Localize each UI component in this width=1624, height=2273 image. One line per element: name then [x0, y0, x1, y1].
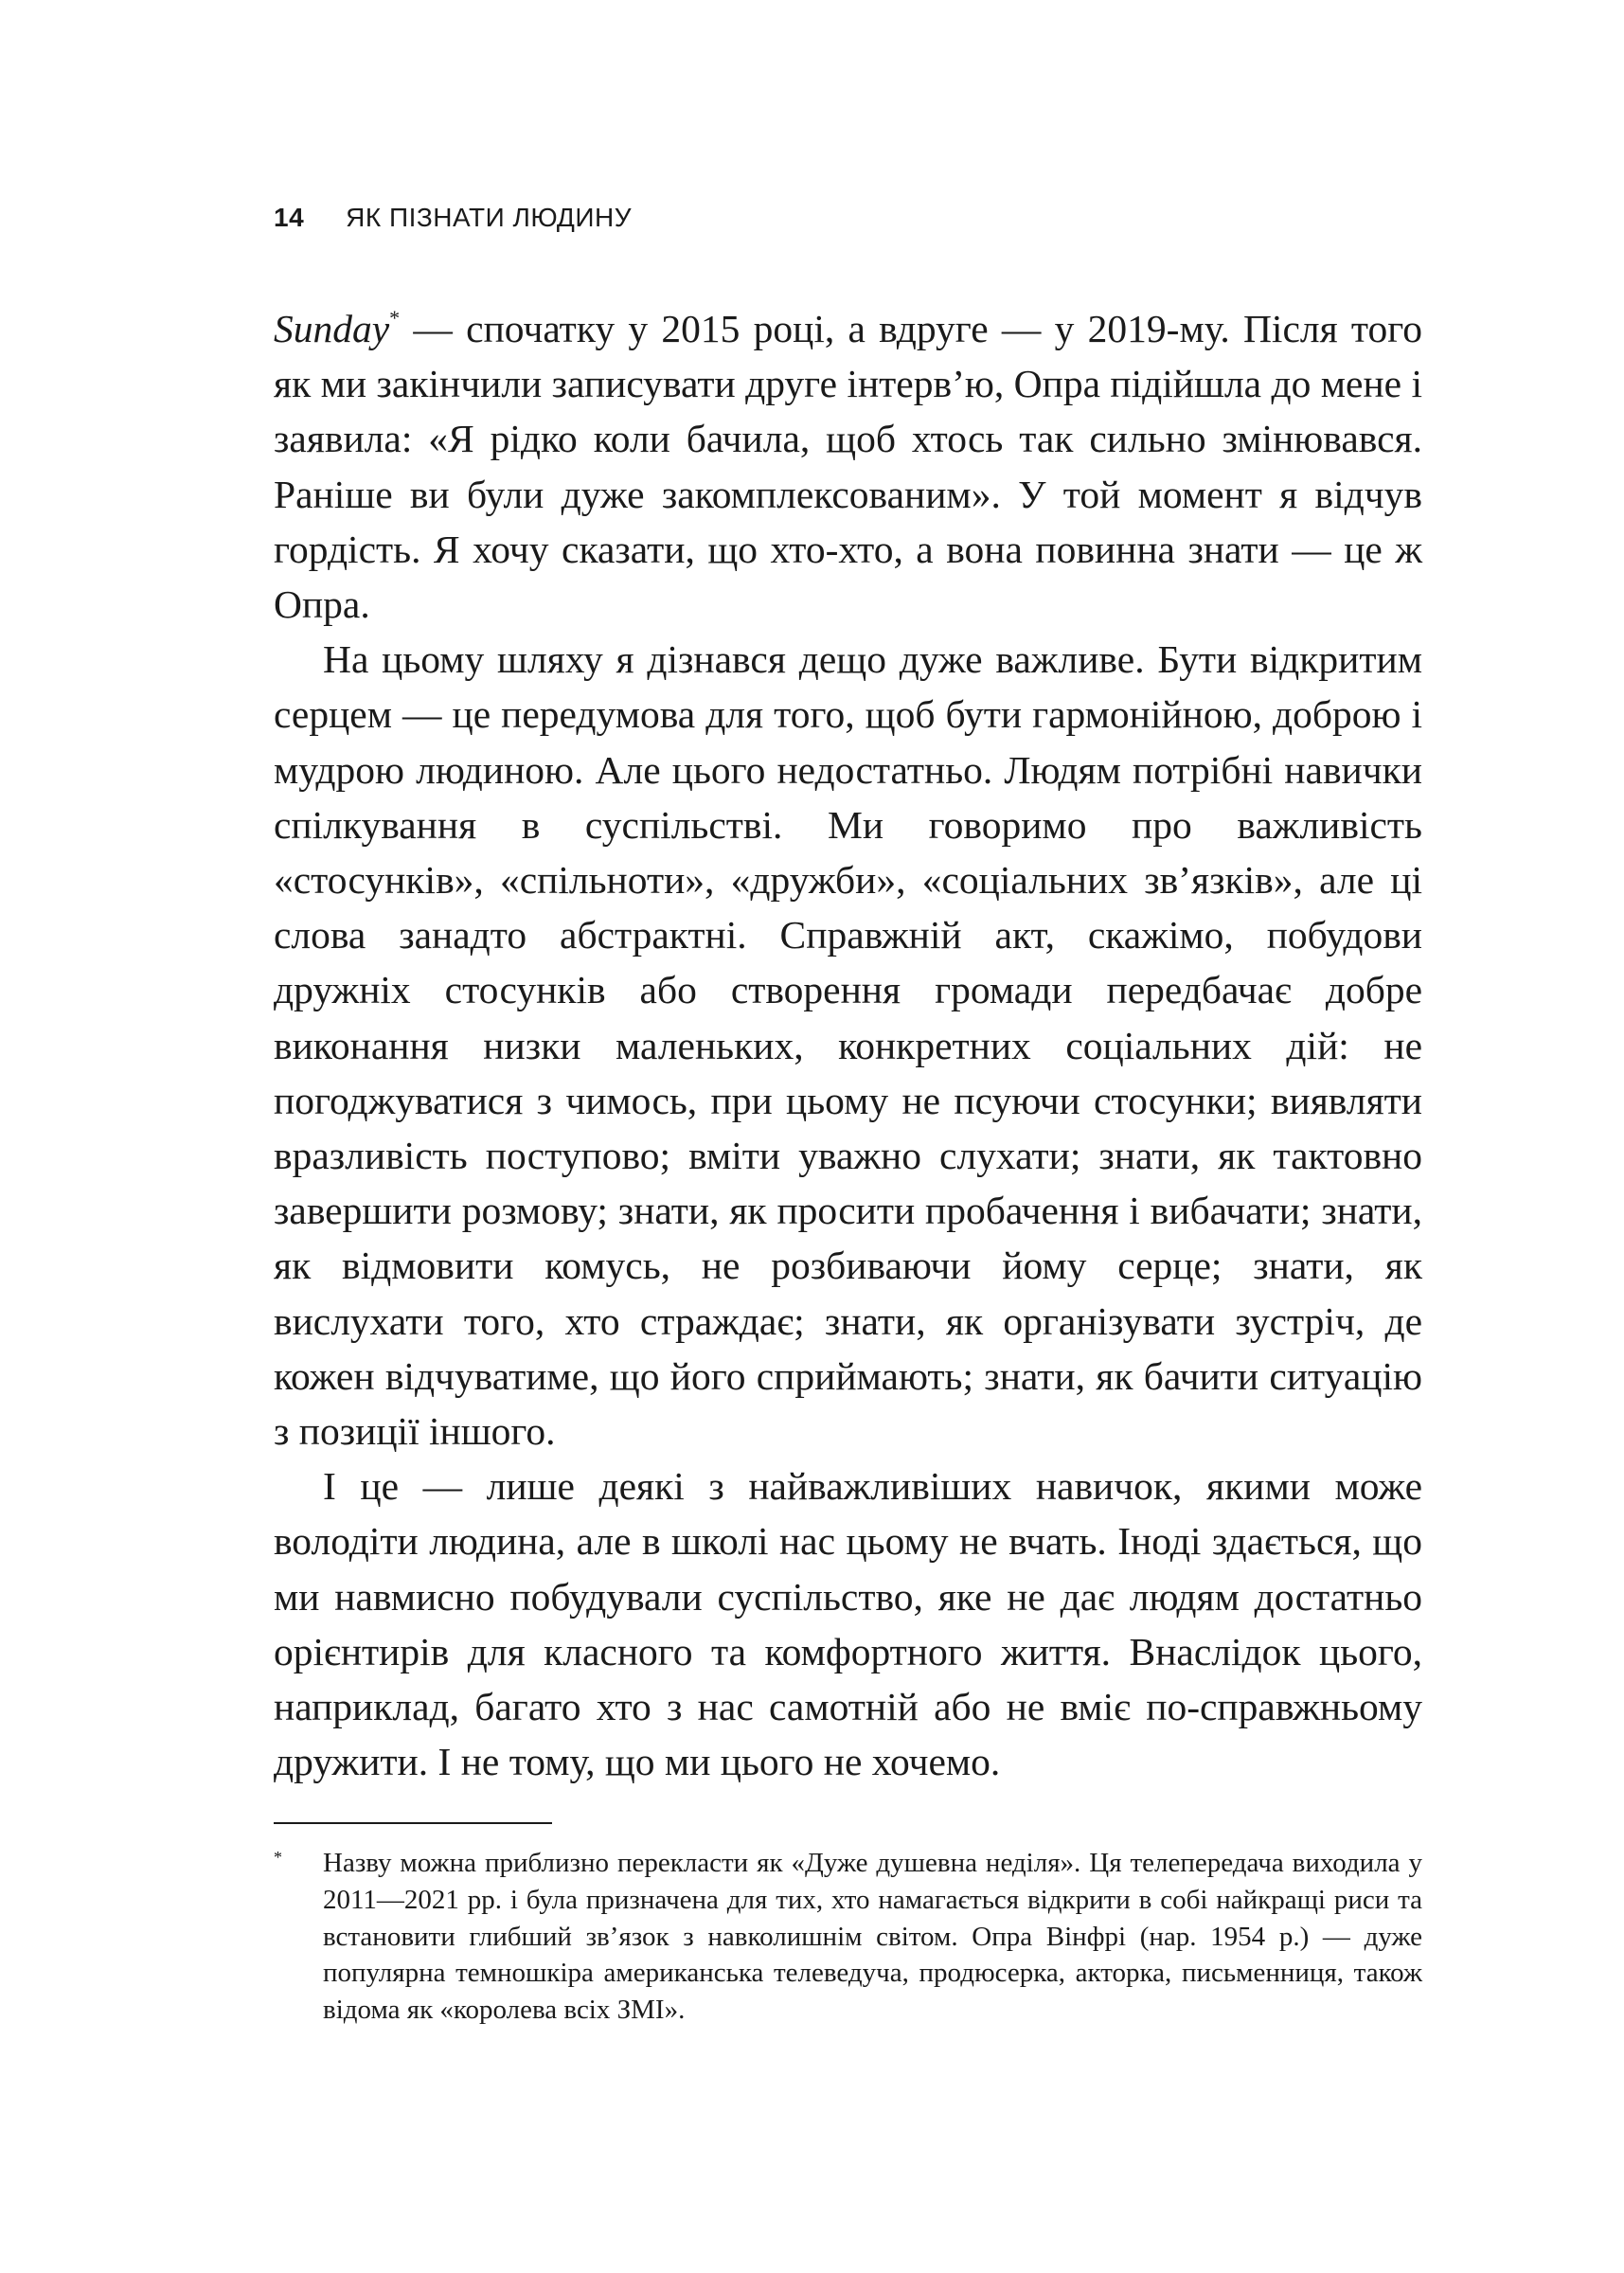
paragraph-2: На цьому шляху я дізнався дещо дуже важливе. Бути відкритим серцем — це передумова для того, щоб бути гармонійною, доброю і мудрою людиною. Але цього недостатньо. Людям потрібні навички спілкування в суспільстві. Ми говоримо про важливість «стосунків», «спільноти», «дружби», «соціальних зв’язків», але ці слова занадто абстрактні. Справжній акт, скажімо, побудови дружніх стосунків або створення громади передбачає добре виконання низки маленьких, конкретних соціальних дій: не погоджуватися з чимось, при цьому не псуючи стосунки; виявляти вразливість поступово; вміти уважно слухати; знати, як тактовно завершити розмову; знати, як просити пробачення і вибачати; знати, як відмовити комусь, не розбиваючи йому серце; знати, як вислухати того, хто страждає; знати, як організувати зустріч, де кожен відчуватиме, що його сприймають; знати, як бачити ситуацію з позиції іншого. — [274, 637, 1422, 1454]
footnote-mark: * — [274, 1848, 282, 1867]
main-text — [274, 301, 1422, 1789]
paragraph-1-text: — спочатку у 2015 році, а вдруге — у 2019-му. Після того як ми закінчили записувати друге інтерв’ю, Опра підійшла до мене і заявила: «Я рідко коли бачила, щоб хтось так сильно змінювався. Раніше ви були дуже закомплексованим». У той момент я відчув гордість. Я хочу сказати, що хто-хто, а вона повинна знати — це ж Опра. — [274, 307, 1422, 627]
show-title-italic: Sunday — [274, 307, 390, 350]
paragraph-3: І це — лише деякі з найважливіших навичок, якими може володіти людина, але в школі нас цьому не вчать. Іноді здається, що ми навмисно побудували суспільство, яке не дає людям достатньо орієнтирів для класного та комфортного життя. Внаслідок цього, наприклад, багато хто з нас самотній або не вміє по-справжньому дружити. І не тому, що ми цього не хочемо. — [274, 1464, 1422, 1784]
footnote — [274, 1845, 1422, 2029]
running-header — [274, 203, 632, 233]
page-number: 14 — [274, 203, 305, 232]
footnote-text: Назву можна приблизно перекласти як «Дуже душевна неділя». Ця телепередача виходила у 2011—2021 рр. і була призначена для тих, хто намагається відкрити в собі найкращі риси та встановити глибший зв’язок з навколишнім світом. Опра Вінфрі (нар. 1954 р.) — дуже популярна темношкіра американська телеведуча, продюсерка, акторка, письменниця, також відома як «королева всіх ЗМІ». — [323, 1848, 1422, 2026]
footnote-reference: * — [389, 306, 401, 330]
paragraph-1 — [274, 301, 1422, 632]
running-title: ЯК ПІЗНАТИ ЛЮДИНУ — [346, 203, 633, 232]
footnote-divider — [274, 1822, 552, 1824]
